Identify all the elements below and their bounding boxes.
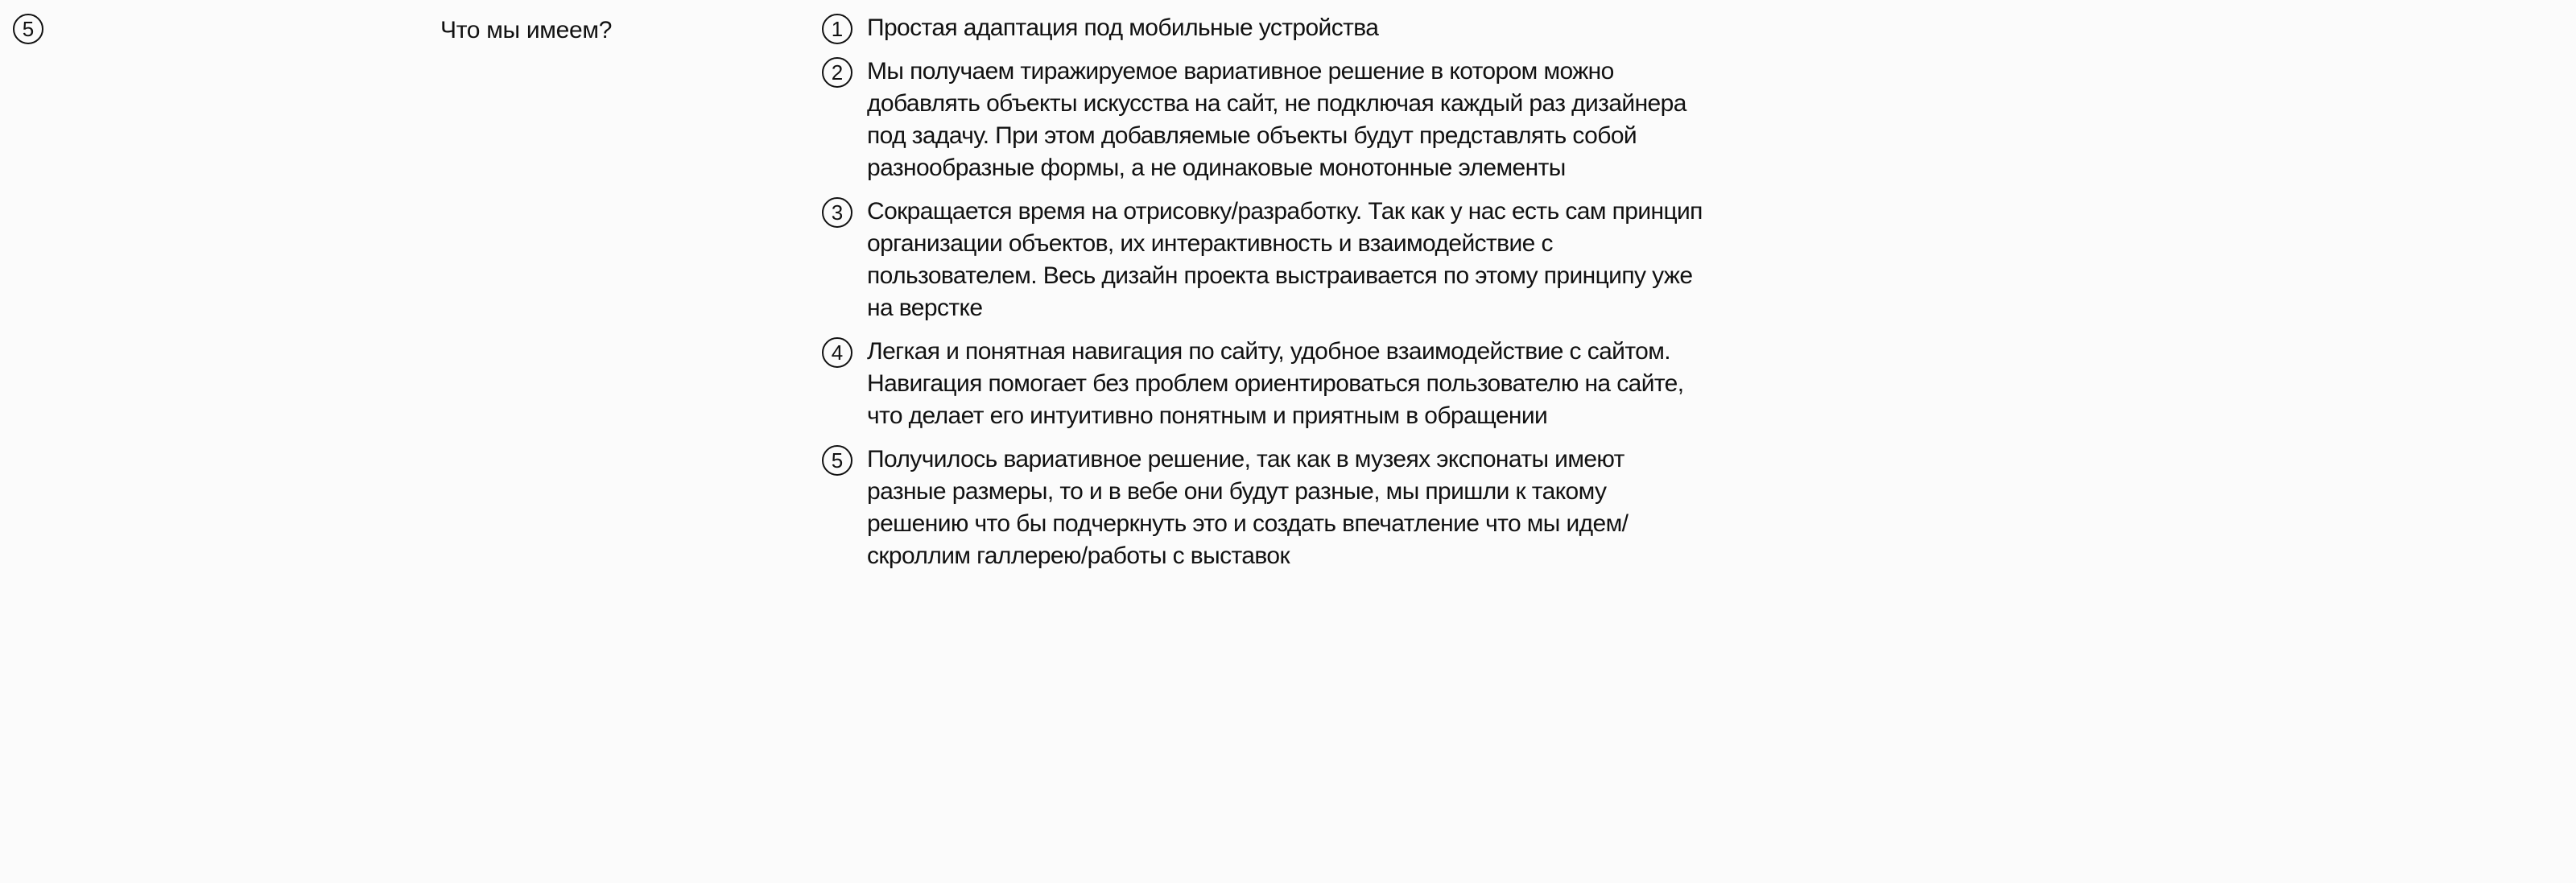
- point-number: 3: [831, 200, 844, 225]
- point-text: Мы получаем тиражируемое вариативное решение в котором можно добавлять объекты искусства на сайт, не подключая каждый раз дизайнера под задачу. При этом добавляемые объекты будут представлять собой разнообразные формы, а не одинаковые монотонные элементы: [867, 58, 1686, 181]
- point-number: 5: [831, 448, 844, 472]
- point-number-badge: [822, 197, 852, 228]
- point-number-badge: [822, 337, 852, 368]
- point-text: Простая адаптация под мобильные устройства: [867, 14, 1379, 41]
- list-item: [822, 197, 1724, 324]
- section-number-badge: [13, 14, 43, 44]
- point-number: 4: [831, 340, 844, 365]
- section-number: 5: [22, 17, 35, 41]
- list-item: [822, 337, 1724, 432]
- point-number: 1: [831, 17, 844, 41]
- point-number: 2: [831, 60, 844, 85]
- list-item: [822, 14, 1724, 44]
- point-number-badge: [822, 57, 852, 88]
- points-list: [822, 14, 1724, 585]
- point-number-badge: [822, 14, 852, 44]
- point-text: Сокращается время на отрисовку/разработку. Так как у нас есть сам принцип организации объектов, их интерактивность и взаимодействие с пользователем. Весь дизайн проекта выстраивается по этому принципу уже на верстке: [867, 198, 1703, 321]
- point-text: Получилось вариативное решение, так как в музеях экспонаты имеют разные размеры, то и в вебе они будут разные, мы пришли к такому решению что бы подчеркнуть это и создать впечатление что мы идем/скроллим галлерею/работы с выставок: [867, 446, 1629, 569]
- list-item: [822, 445, 1724, 572]
- list-item: [822, 57, 1724, 184]
- section-title: Что мы имеем?: [440, 17, 613, 43]
- point-number-badge: [822, 445, 852, 476]
- point-text: Легкая и понятная навигация по сайту, удобное взаимодействие с сайтом. Навигация помогает без проблем ориентироваться пользователю на сайте, что делает его интуитивно понятным и приятным в обращении: [867, 338, 1684, 429]
